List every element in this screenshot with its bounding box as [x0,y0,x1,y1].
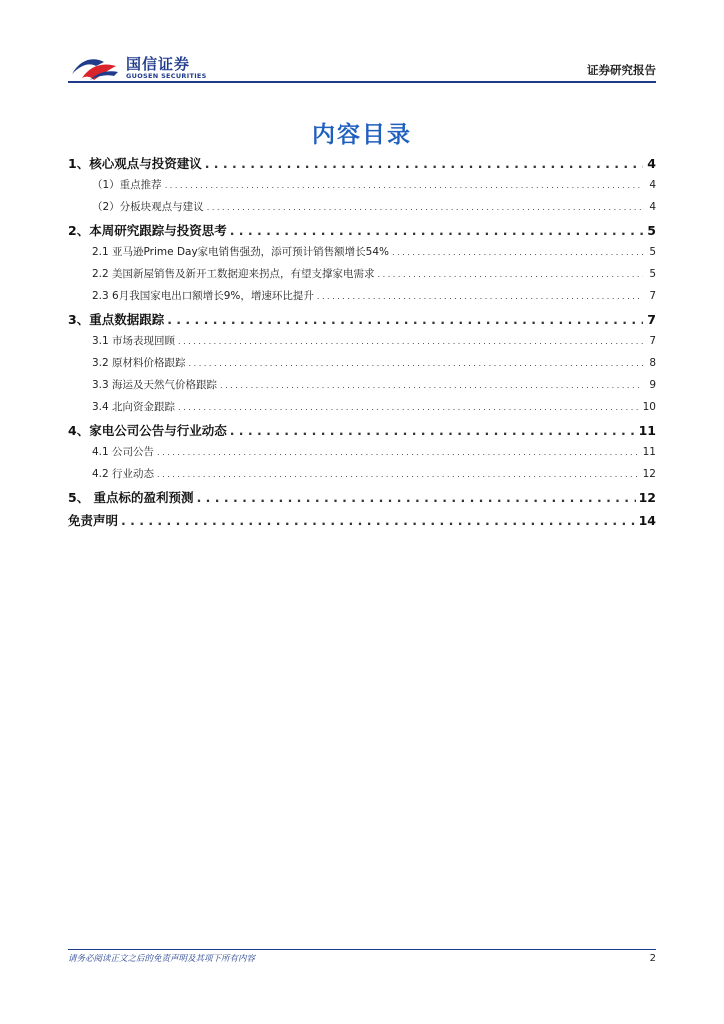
footer-divider [68,949,656,950]
toc-entry[interactable] [68,221,656,244]
toc-entry-page: 10 [642,401,656,413]
toc-entry[interactable] [68,444,656,466]
table-of-contents [68,154,656,534]
toc-dot-leader [220,379,643,391]
toc-entry[interactable] [68,310,656,333]
guosen-logo-icon [70,52,120,82]
toc-entry-label: 2.1 亚马逊Prime Day家电销售强劲，添可预计销售额增长54% [92,246,390,258]
toc-entry-label: 2.3 6月我国家电出口额增长9%，增速环比提升 [92,290,314,302]
toc-entry-page: 5 [647,223,656,238]
toc-entry[interactable] [68,266,656,288]
footer-page-number: 2 [649,953,656,964]
toc-entry-page: 11 [638,423,656,438]
toc-dot-leader [189,357,643,369]
toc-entry-label: （1）重点推荐 [92,179,162,191]
toc-entry-label: 5、 重点标的盈利预测 [68,490,194,505]
toc-entry-page: 14 [638,513,656,528]
toc-entry-page: 5 [649,268,656,280]
toc-dot-leader [378,268,643,280]
toc-entry[interactable] [68,355,656,377]
toc-entry-label: 2、本周研究跟踪与投资思考 [68,223,227,238]
toc-entry-label: 3.1 市场表现回顾 [92,335,176,347]
toc-entry-label: 3.4 北向资金跟踪 [92,401,176,413]
toc-entry[interactable] [68,288,656,310]
toc-entry-page: 8 [649,357,656,369]
header-divider [68,81,656,83]
toc-entry[interactable] [68,377,656,399]
toc-entry-page: 7 [649,335,656,347]
toc-title: 内容目录 [312,122,412,148]
toc-entry-page: 5 [649,246,656,258]
toc-entry[interactable] [68,399,656,421]
toc-entry-label: 3.2 原材料价格跟踪 [92,357,186,369]
footer-disclaimer: 请务必阅读正文之后的免责声明及其项下所有内容 [68,954,256,964]
toc-entry-label: 4.1 公司公告 [92,446,155,458]
report-type-label: 证券研究报告 [587,63,656,77]
toc-entry[interactable] [68,511,656,534]
toc-dot-leader [205,156,643,171]
toc-entry[interactable] [68,421,656,444]
toc-dot-leader [230,223,643,238]
toc-dot-leader [121,513,636,528]
toc-dot-leader [230,423,636,438]
toc-entry[interactable] [68,154,656,177]
toc-entry[interactable] [68,488,656,511]
toc-dot-leader [197,490,636,505]
guosen-logo [68,48,208,84]
toc-entry[interactable] [68,333,656,355]
toc-entry-page: 4 [649,201,656,213]
toc-entry-page: 12 [642,468,656,480]
toc-entry[interactable] [68,177,656,199]
toc-entry-label: 2.2 美国新屋销售及新开工数据迎来拐点，有望支撑家电需求 [92,268,375,280]
toc-entry-page: 12 [638,490,656,505]
toc-entry-label: （2）分板块观点与建议 [92,201,204,213]
toc-entry-label: 4.2 行业动态 [92,468,155,480]
toc-dot-leader [167,312,643,327]
toc-entry-label: 免责声明 [68,513,119,528]
toc-dot-leader [178,401,640,413]
logo-english-name: GUOSEN SECURITIES [126,72,207,80]
toc-entry[interactable] [68,244,656,266]
toc-entry-page: 9 [649,379,656,391]
toc-dot-leader [207,201,643,213]
toc-dot-leader [157,468,640,480]
toc-dot-leader [178,335,643,347]
toc-entry-page: 7 [647,312,656,327]
toc-dot-leader [165,179,643,191]
logo-chinese-name: 国信证券 [126,55,191,73]
toc-dot-leader [317,290,643,302]
toc-dot-leader [392,246,643,258]
toc-entry-label: 3.3 海运及天然气价格跟踪 [92,379,218,391]
toc-entry-label: 4、家电公司公告与行业动态 [68,423,227,438]
toc-entry-label: 3、重点数据跟踪 [68,312,165,327]
toc-entry-page: 4 [649,179,656,191]
toc-entry-label: 1、核心观点与投资建议 [68,156,202,171]
toc-entry-page: 7 [649,290,656,302]
toc-entry-page: 11 [642,446,656,458]
toc-entry[interactable] [68,199,656,221]
toc-entry-page: 4 [647,156,656,171]
toc-dot-leader [157,446,640,458]
toc-entry[interactable] [68,466,656,488]
